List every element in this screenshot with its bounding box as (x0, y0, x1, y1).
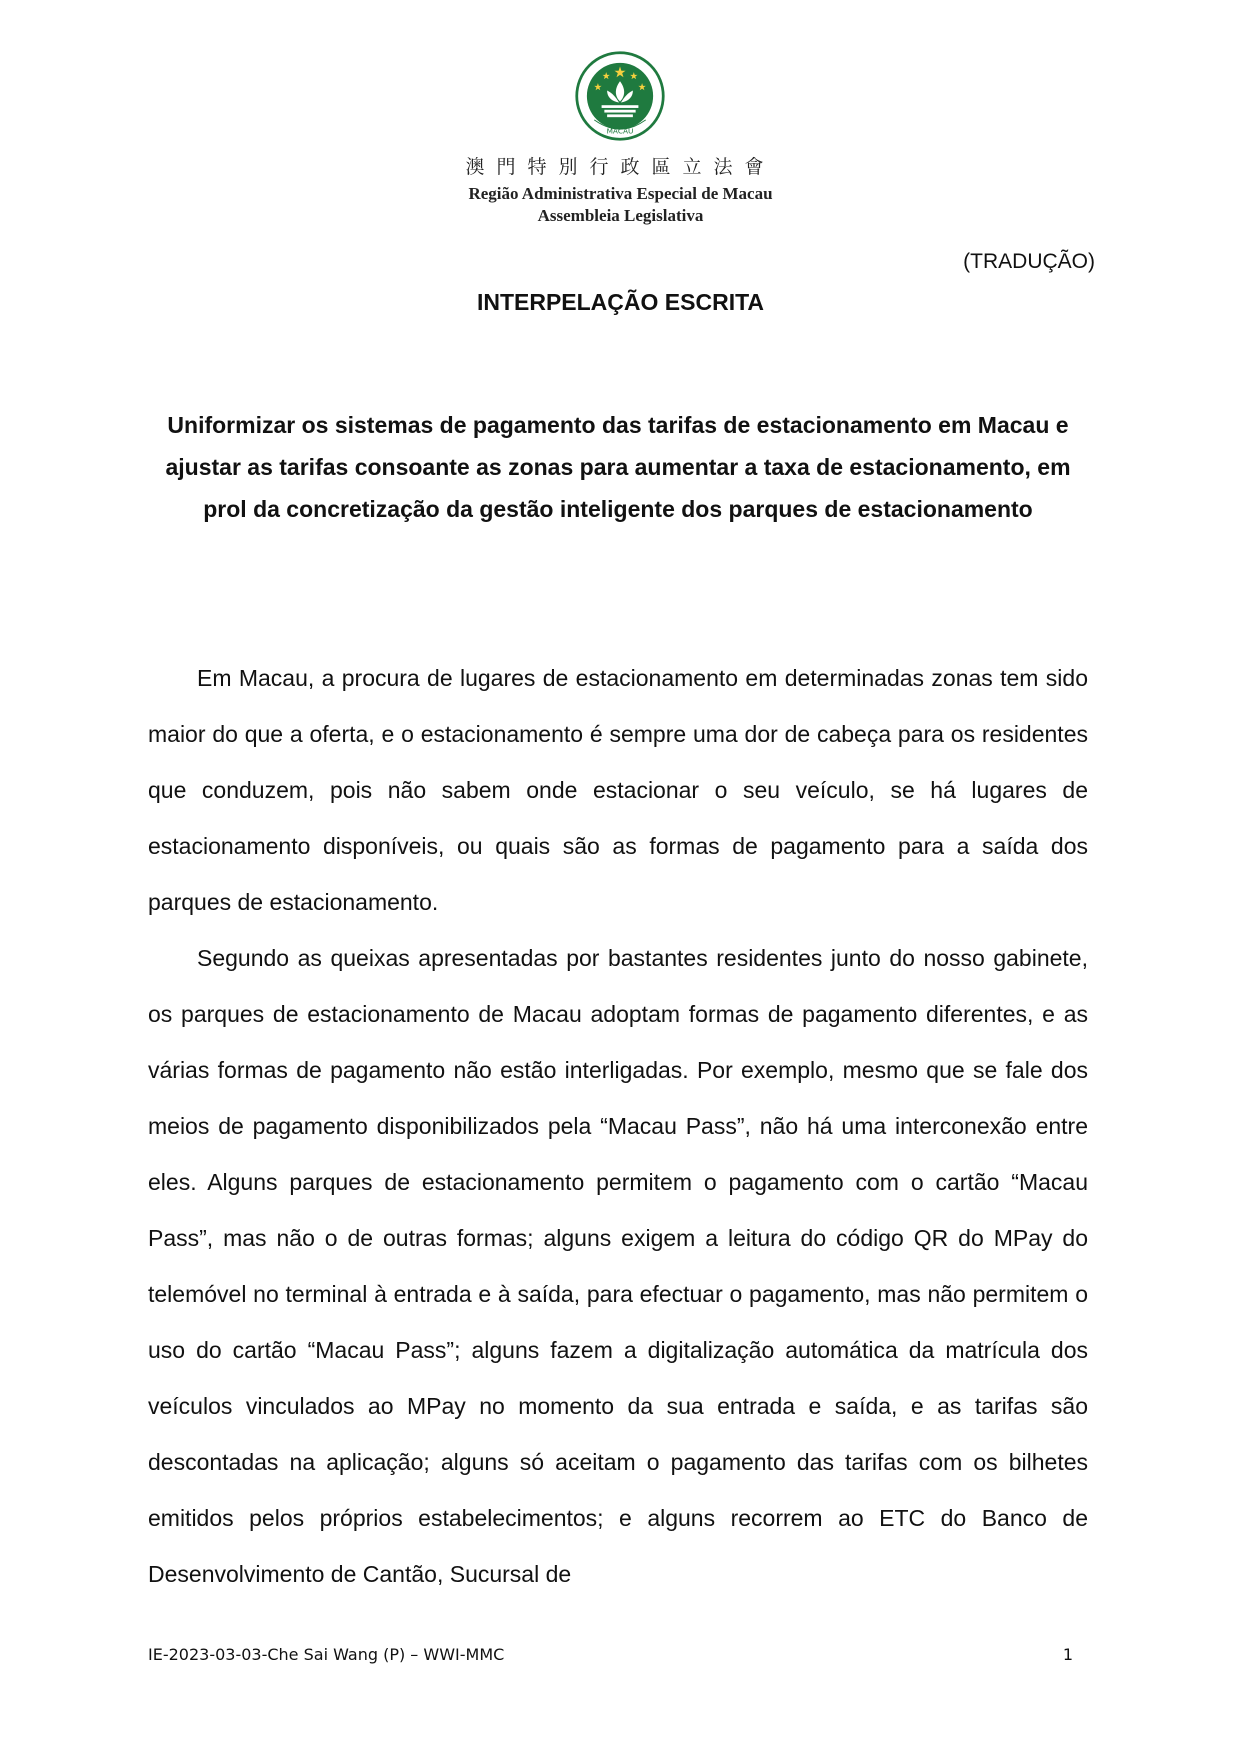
page-number: 1 (1062, 1645, 1073, 1664)
header-chinese-title: 澳門特別行政區立法會 (465, 156, 776, 178)
svg-text:MACAU: MACAU (606, 126, 634, 136)
translation-note: (TRADUÇÃO) (963, 250, 1095, 273)
header-region: Região Administrativa Especial de Macau (468, 184, 773, 203)
body-paragraph-1: Em Macau, a procura de lugares de estacionamento em determinadas zonas tem sido maior do que a oferta, e o estacionamento é sempre uma dor de cabeça para os residentes que conduzem, pois não sabem onde estacionar o seu veículo, se há lugares de estacionamento disponíveis, ou quais são as formas de pagamento para a saída dos parques de estacionamento. (148, 665, 1088, 915)
document-title: INTERPELAÇÃO ESCRITA (476, 289, 765, 315)
document-subject: Uniformizar os sistemas de pagamento das tarifas de estacionamento em Macau e ajustar as tarifas consoante as zonas para aumentar a taxa de estacionamento, em prol da concretização da gestão inteligente dos parques de estacionamento (165, 412, 1071, 522)
document-body (148, 650, 1088, 1602)
footer-reference: IE-2023-03-03-Che Sai Wang (P) – WWI-MMC (148, 1645, 505, 1664)
macau-emblem-icon (574, 50, 666, 142)
body-paragraph-2: Segundo as queixas apresentadas por bastantes residentes junto do nosso gabinete, os parques de estacionamento de Macau adoptam formas de pagamento diferentes, e as várias formas de pagamento não estão interligadas. Por exemplo, mesmo que se fale dos meios de pagamento disponibilizados pela “Macau Pass”, não há uma interconexão entre eles. Alguns parques de estacionamento permitem o pagamento com o cartão “Macau Pass”, mas não o de outras formas; alguns exigem a leitura do código QR do MPay do telemóvel no terminal à entrada e à saída, para efectuar o pagamento, mas não permitem o uso do cartão “Macau Pass”; alguns fazem a digitalização automática da matrícula dos veículos vinculados ao MPay no momento da sua entrada e saída, e as tarifas são descontadas na aplicação; alguns só aceitam o pagamento das tarifas com os bilhetes emitidos pelos próprios estabelecimentos; e alguns recorrem ao ETC do Banco de Desenvolvimento de Cantão, Sucursal de (148, 945, 1088, 1587)
header-assembly: Assembleia Legislativa (537, 206, 704, 225)
